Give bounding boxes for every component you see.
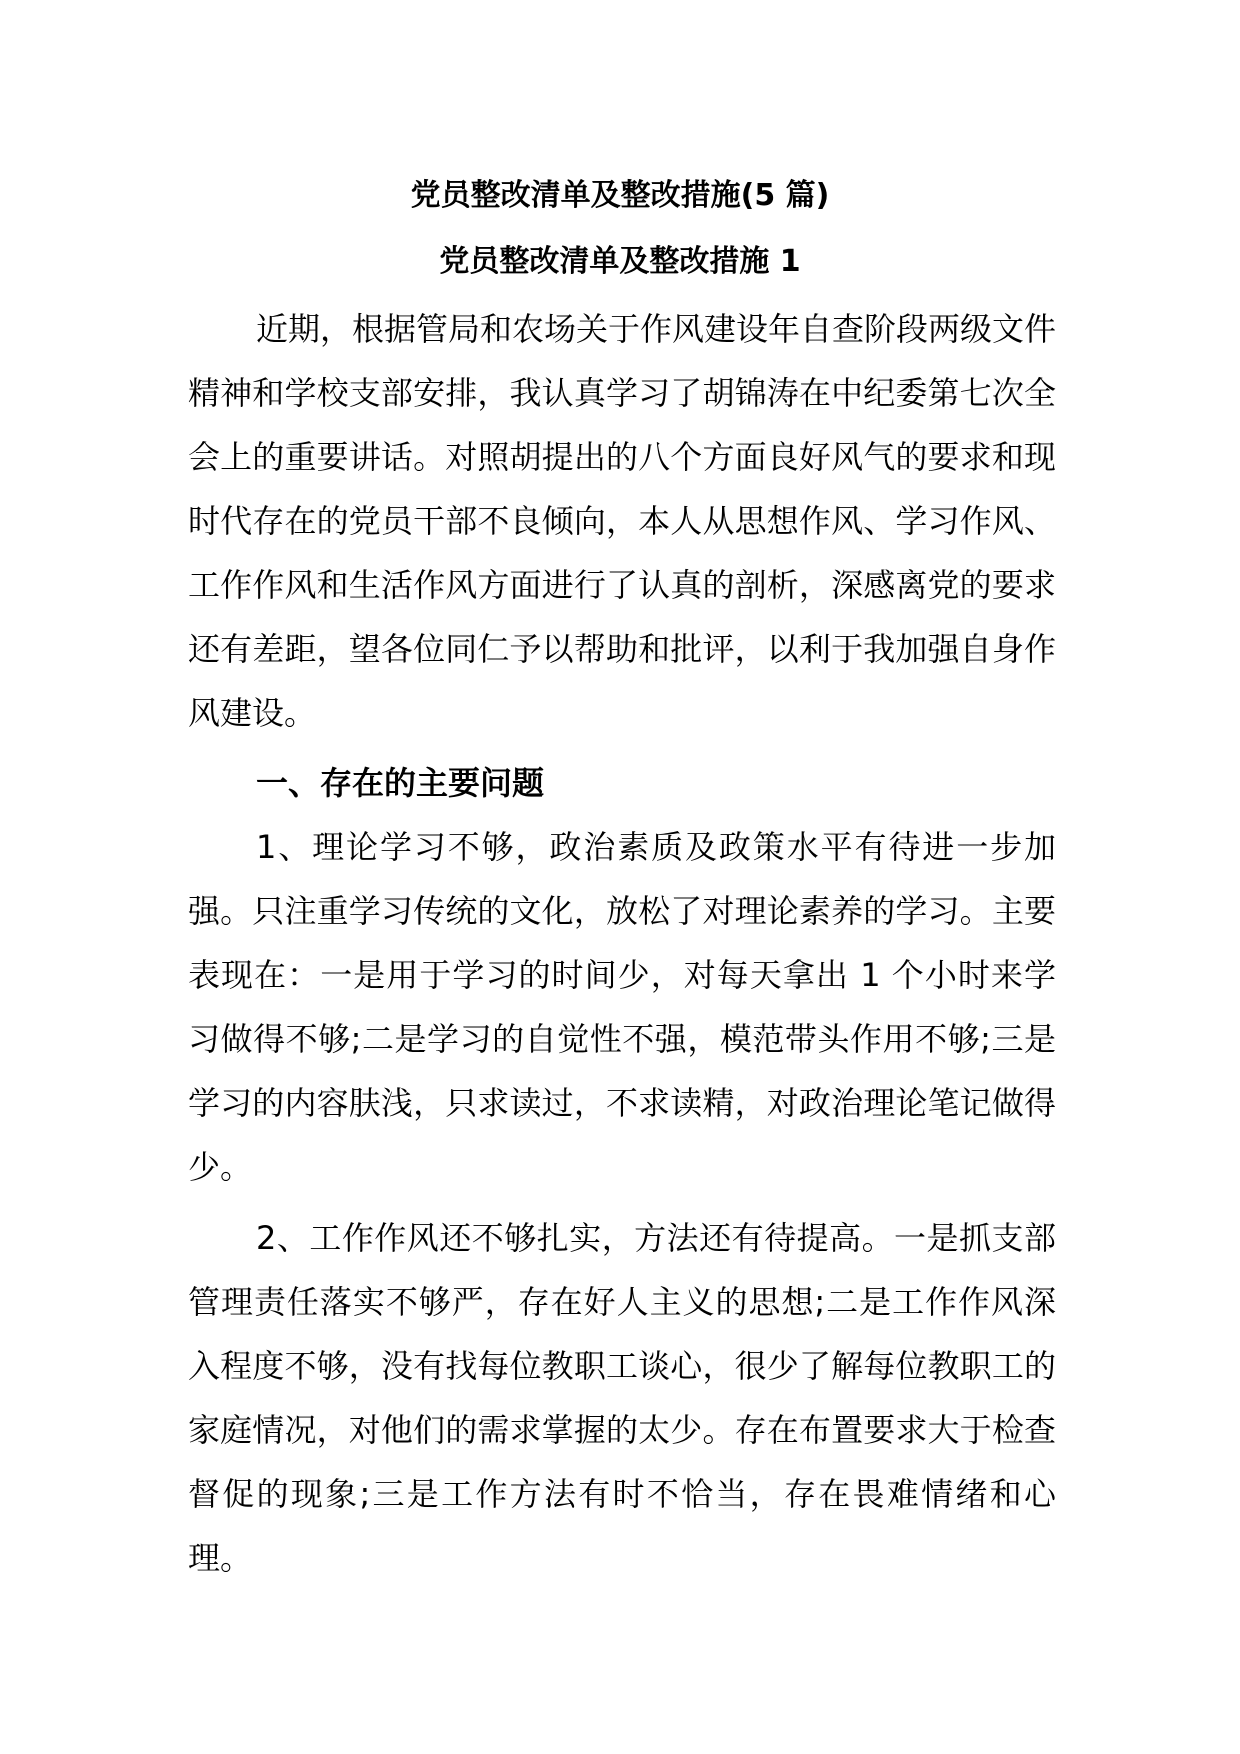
problem-item-1: 1、理论学习不够，政治素质及政策水平有待进一步加强。只注重学习传统的文化，放松了对理论素养的学习。主要表现在：一是用于学习的时间少，对每天拿出 1 个小时来学习做得不够;二是学习的自觉性不强，模范带头作用不够;三是学习的内容肤浅，只求读过，不求读精，对政治理论笔记做得少。	[188, 828, 1056, 1186]
section-heading: 一、存在的主要问题	[256, 764, 545, 802]
intro-paragraph: 近期，根据管局和农场关于作风建设年自查阶段两级文件精神和学校支部安排，我认真学习了胡锦涛在中纪委第七次全会上的重要讲话。对照胡提出的八个方面良好风气的要求和现时代存在的党员干部不良倾向，本人从思想作风、学习作风、工作作风和生活作风方面进行了认真的剖析，深感离党的要求还有差距，望各位同仁予以帮助和批评，以利于我加强自身作风建设。	[188, 310, 1057, 732]
document-subtitle: 党员整改清单及整改措施 1	[439, 244, 801, 279]
document-title: 党员整改清单及整改措施(5 篇)	[410, 178, 830, 213]
problem-item-2: 2、工作作风还不够扎实，方法还有待提高。一是抓支部管理责任落实不够严，存在好人主义的思想;二是工作作风深入程度不够，没有找每位教职工谈心，很少了解每位教职工的家庭情况，对他们的需求掌握的太少。存在布置要求大于检查督促的现象;三是工作方法有时不恰当，存在畏难情绪和心理。	[188, 1219, 1056, 1577]
